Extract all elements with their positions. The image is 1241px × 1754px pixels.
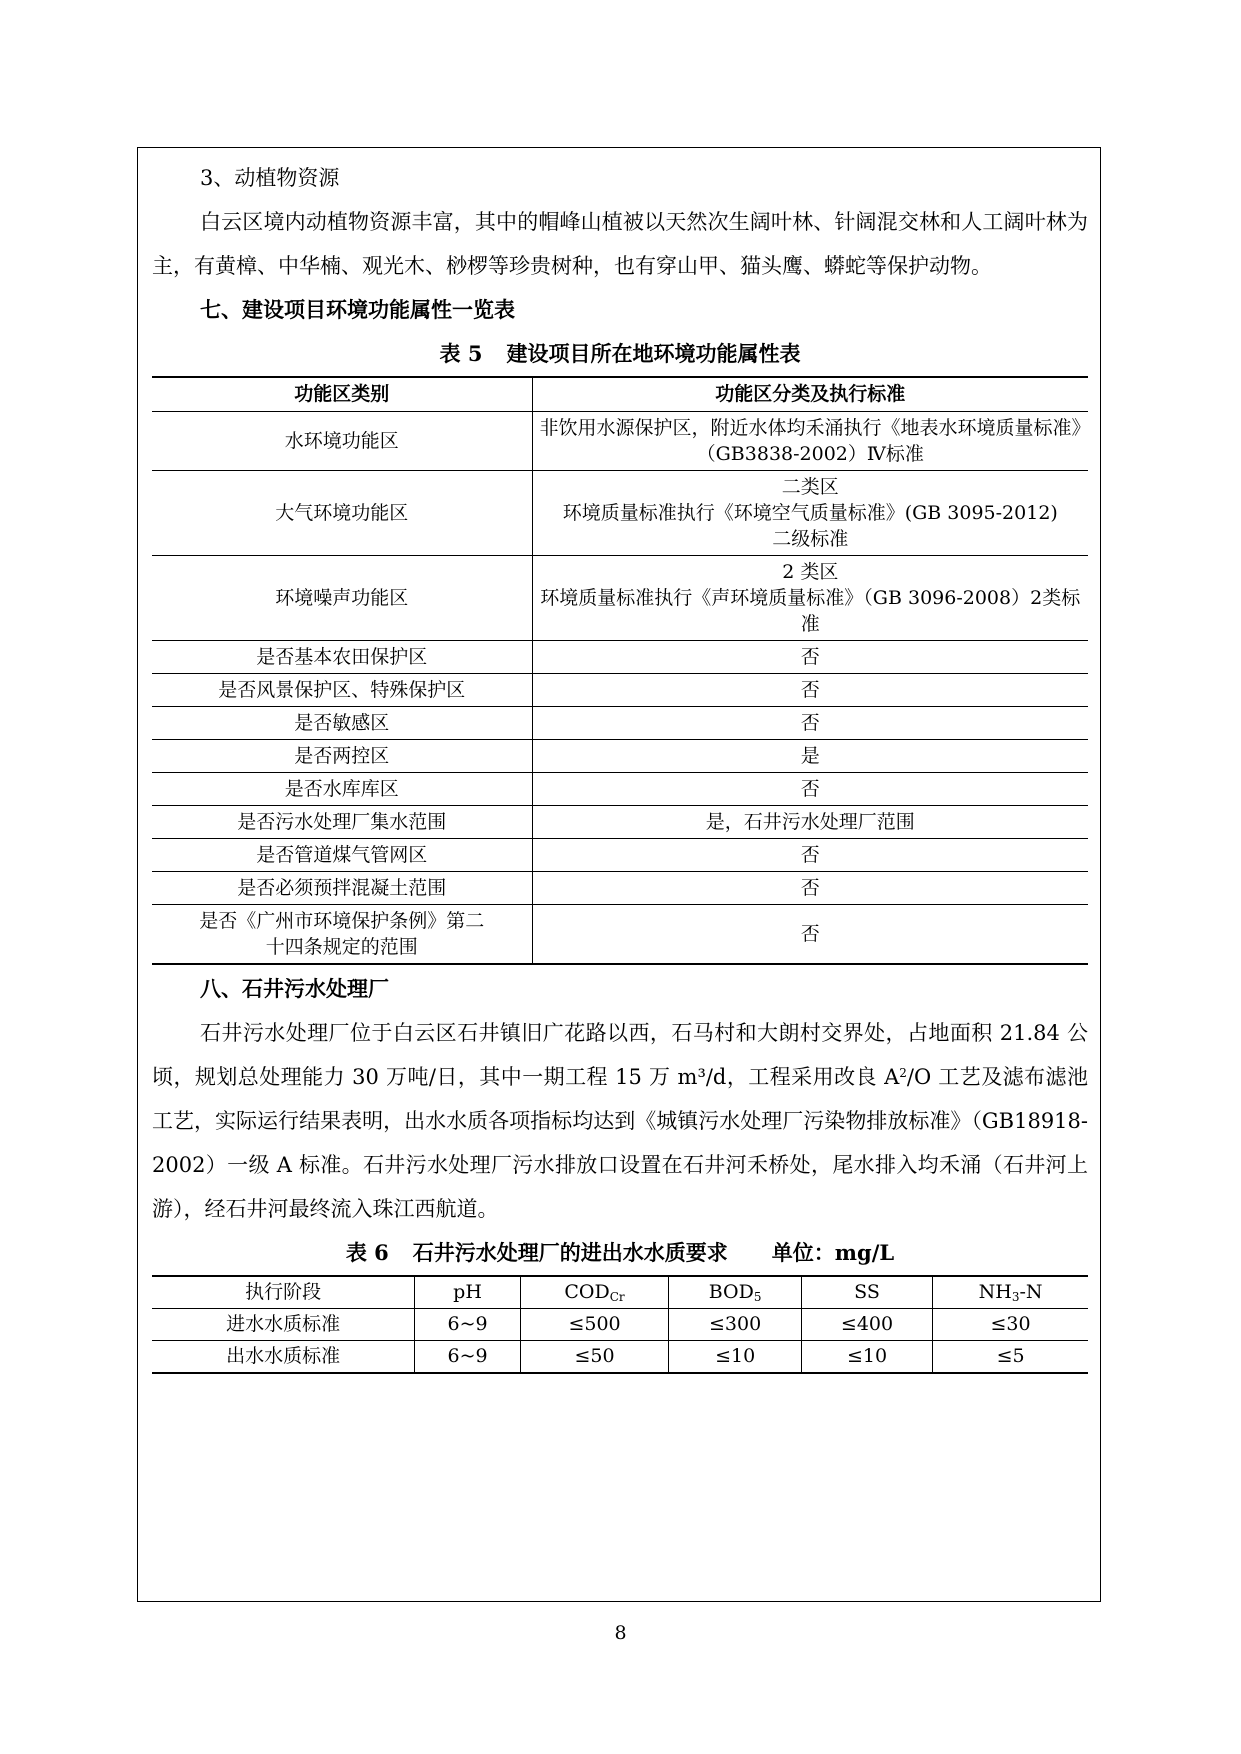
standard-line: 二类区 xyxy=(781,476,839,498)
row-standard: 是 xyxy=(532,740,1088,773)
section-7-title: 七、建设项目环境功能属性一览表 xyxy=(200,297,515,322)
header-ss: SS xyxy=(801,1276,932,1309)
table-row xyxy=(152,1309,1088,1341)
page-number: 8 xyxy=(614,1622,627,1644)
header-cod xyxy=(520,1276,669,1309)
cell-nh3n: ≤5 xyxy=(933,1341,1088,1374)
table-header-row xyxy=(152,377,1088,412)
table-header-row xyxy=(152,1276,1088,1309)
cell-bod: ≤10 xyxy=(669,1341,802,1374)
header-nh3-rest: -N xyxy=(1019,1281,1043,1303)
table-row xyxy=(152,674,1088,707)
cell-ss: ≤400 xyxy=(801,1309,932,1341)
table-row xyxy=(152,1341,1088,1374)
cell-bod: ≤300 xyxy=(669,1309,802,1341)
section-3-body: 白云区境内动植物资源丰富，其中的帽峰山植被以天然次生阔叶林、针阔混交林和人工阔叶林为主，有黄樟、中华楠、观光木、桫椤等珍贵树种，也有穿山甲、猫头鹰、蟒蛇等保护动物。 xyxy=(152,210,1088,278)
row-category: 是否两控区 xyxy=(152,740,532,773)
table-row xyxy=(152,806,1088,839)
cell-stage: 进水水质标准 xyxy=(152,1309,415,1341)
header-standard: 功能区分类及执行标准 xyxy=(532,377,1088,412)
section-8-body xyxy=(152,1011,1088,1231)
table-row xyxy=(152,839,1088,872)
header-cod-sub: Cr xyxy=(609,1290,625,1304)
row-standard: 否 xyxy=(532,839,1088,872)
header-nh3n xyxy=(933,1276,1088,1309)
table-row xyxy=(152,556,1088,641)
table-5-caption-text: 建设项目所在地环境功能属性表 xyxy=(506,341,801,366)
header-cod-text: COD xyxy=(564,1281,610,1303)
row-category: 是否水库库区 xyxy=(152,773,532,806)
table-row xyxy=(152,707,1088,740)
table-row xyxy=(152,872,1088,905)
table-6-caption-text: 石井污水处理厂的进出水水质要求 xyxy=(412,1240,728,1265)
row-category: 环境噪声功能区 xyxy=(152,556,532,641)
table-row xyxy=(152,905,1088,965)
table-row xyxy=(152,773,1088,806)
row-category: 大气环境功能区 xyxy=(152,471,532,556)
header-nh3-text: NH xyxy=(978,1281,1012,1303)
row-category: 是否必须预拌混凝土范围 xyxy=(152,872,532,905)
row-category: 是否《广州市环境保护条例》第二十四条规定的范围 xyxy=(152,905,532,965)
row-standard: 非饮用水源保护区，附近水体均禾涌执行《地表水环境质量标准》（GB3838-2002）Ⅳ标准 xyxy=(532,412,1088,471)
content xyxy=(152,156,1088,1374)
table-6-caption xyxy=(152,1231,1088,1275)
row-standard: 否 xyxy=(532,773,1088,806)
row-standard: 否 xyxy=(532,674,1088,707)
row-category: 是否基本农田保护区 xyxy=(152,641,532,674)
header-ph: pH xyxy=(415,1276,520,1309)
row-standard: 否 xyxy=(532,872,1088,905)
cell-ph: 6~9 xyxy=(415,1309,520,1341)
standard-line: 环境质量标准执行《环境空气质量标准》(GB 3095-2012) xyxy=(562,502,1058,524)
header-category: 功能区类别 xyxy=(152,377,532,412)
row-standard: 否 xyxy=(532,707,1088,740)
table-5-caption xyxy=(152,332,1088,376)
table-row xyxy=(152,471,1088,556)
cell-ph: 6~9 xyxy=(415,1341,520,1374)
row-category: 水环境功能区 xyxy=(152,412,532,471)
section-8-title: 八、石井污水处理厂 xyxy=(200,976,389,1001)
document-frame xyxy=(137,147,1101,1602)
row-standard: 否 xyxy=(532,641,1088,674)
cell-cod: ≤50 xyxy=(520,1341,669,1374)
header-bod-text: BOD xyxy=(708,1281,754,1303)
row-standard: 否 xyxy=(532,905,1088,965)
cell-ss: ≤10 xyxy=(801,1341,932,1374)
row-standard: 是，石井污水处理厂范围 xyxy=(532,806,1088,839)
section-8-body-part1: 石井污水处理厂位于白云区石井镇旧广花路以西，石马村和大朗村交界处，占地面积 21.84 公顷，规划总处理能力 30 万吨/日，其中一期工程 15 万 m³/d，工程采用改良 A xyxy=(152,1021,1088,1089)
section-3-title: 3、动植物资源 xyxy=(200,166,340,190)
header-bod-sub: 5 xyxy=(753,1290,762,1304)
table-row xyxy=(152,740,1088,773)
section-8-body-part2: /O 工艺及滤布滤池工艺，实际运行结果表明，出水水质各项指标均达到《城镇污水处理厂污染物排放标准》（GB18918-2002）一级 A 标准。石井污水处理厂污水排放口设置在石井河禾桥处，尾水排入均禾涌（石井河上游），经石井河最终流入珠江西航道。 xyxy=(152,1065,1088,1221)
cell-stage: 出水水质标准 xyxy=(152,1341,415,1374)
superscript-2: 2 xyxy=(899,1066,907,1080)
row-category: 是否管道煤气管网区 xyxy=(152,839,532,872)
environment-function-table xyxy=(152,376,1088,965)
header-nh3-sub: 3 xyxy=(1011,1290,1020,1304)
row-standard xyxy=(532,471,1088,556)
table-6-caption-num: 表 6 xyxy=(345,1240,389,1265)
row-category: 是否敏感区 xyxy=(152,707,532,740)
row-category: 是否污水处理厂集水范围 xyxy=(152,806,532,839)
table-row xyxy=(152,641,1088,674)
header-stage: 执行阶段 xyxy=(152,1276,415,1309)
table-6-caption-unit: 单位：mg/L xyxy=(771,1240,895,1265)
row-standard: 2 类区 环境质量标准执行《声环境质量标准》（GB 3096-2008）2类标准 xyxy=(532,556,1088,641)
header-bod xyxy=(669,1276,802,1309)
water-quality-table xyxy=(152,1275,1088,1374)
cell-cod: ≤500 xyxy=(520,1309,669,1341)
table-row xyxy=(152,412,1088,471)
table-5-caption-num: 表 5 xyxy=(439,341,483,366)
standard-line: 二级标准 xyxy=(772,528,849,550)
row-category: 是否风景保护区、特殊保护区 xyxy=(152,674,532,707)
cell-nh3n: ≤30 xyxy=(933,1309,1088,1341)
